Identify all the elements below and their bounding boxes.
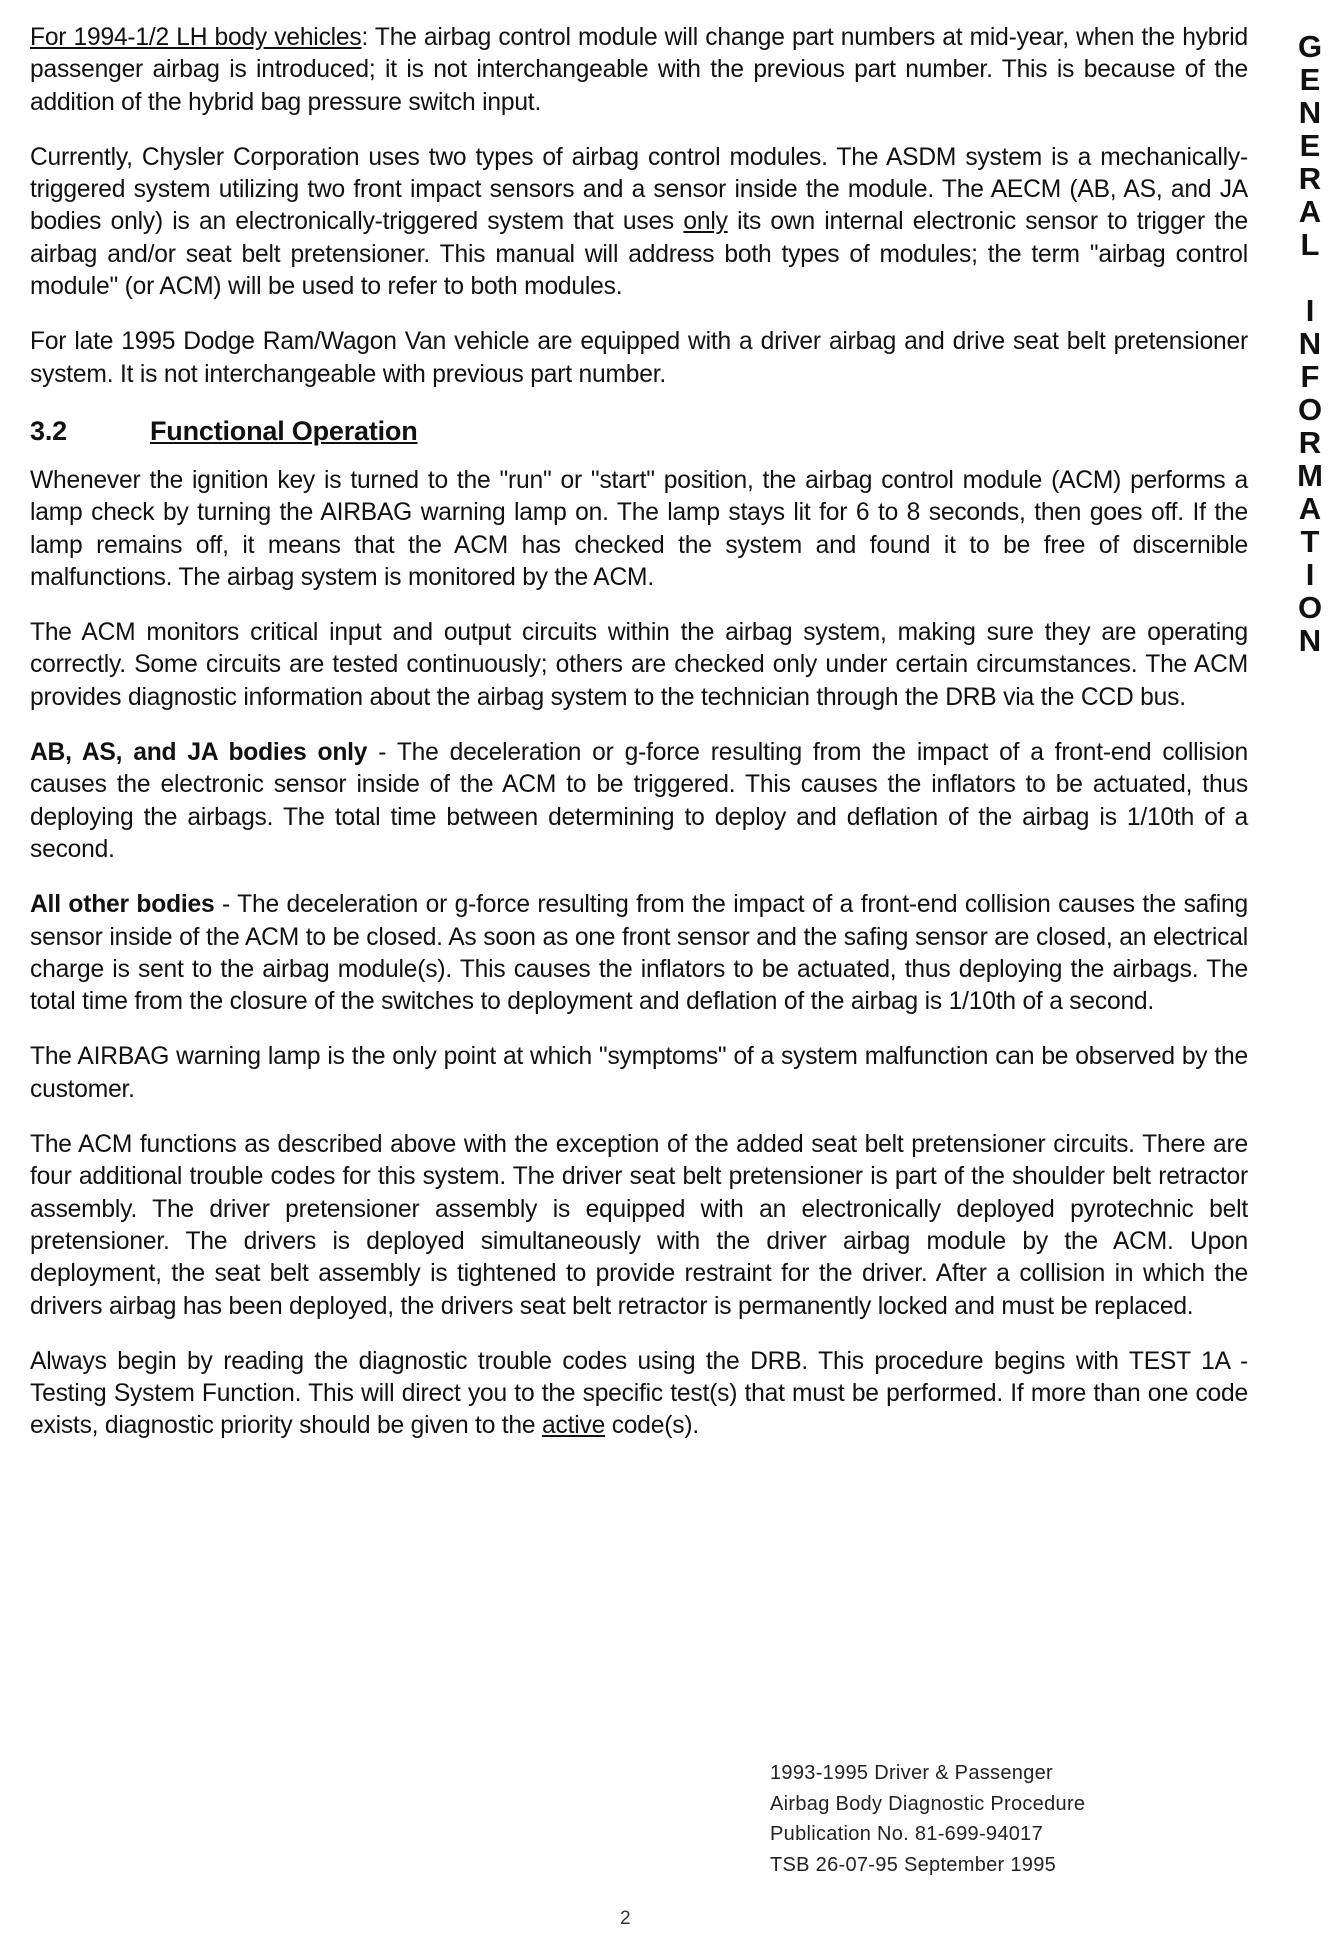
intro-paragraph-1-text: : The airbag control module will change part numbers at mid-year, when the hybrid passenger airbag is introduced; it is not interchangeable with the previous part number. This is because of the addition of the hybrid bag pressure switch input. (30, 24, 1248, 116)
intro-paragraph-1 (30, 22, 1248, 119)
main-text-column (30, 22, 1248, 1466)
body-paragraph-5: The AIRBAG warning lamp is the only point at which "symptoms" of a system malfunction can be observed by the customer. (30, 1043, 1248, 1103)
body-paragraph-7 (30, 1346, 1248, 1443)
footer-line-tsb: TSB 26-07-95 September 1995 (770, 1853, 1057, 1876)
body-paragraph-4 (30, 889, 1248, 1018)
body-paragraph-2: The ACM monitors critical input and output circuits within the airbag system, making sure they are operating correctly. Some circuits are tested continuously; others are checked only under certain circumstances. The ACM provides diagnostic information about the airbag system to the technician through the DRB via the CCD bus. (30, 619, 1248, 711)
body-paragraph-7-text-b: code(s). (605, 1412, 699, 1440)
side-letter: A (1298, 491, 1322, 526)
side-letter: R (1298, 161, 1322, 196)
all-other-bodies-label: All other bodies (30, 891, 215, 919)
active-emphasis: active (542, 1412, 606, 1440)
side-letter: N (1298, 326, 1322, 361)
side-letter: A (1298, 194, 1322, 229)
ab-as-ja-bodies-label: AB, AS, and JA bodies only (30, 739, 368, 767)
side-letter: L (1300, 227, 1320, 262)
section-title: Functional Operation (150, 415, 418, 446)
body-paragraph-7-text-a: Always begin by reading the diagnostic trouble codes using the DRB. This procedure begins with TEST 1A - Testing System Function. This will direct you to the specific test(s) that must be performed. If more than one code exists, diagnostic priority should be given to the (30, 1347, 1248, 1440)
side-letter: G (1297, 29, 1323, 64)
body-paragraph-3 (30, 737, 1248, 866)
footer-line-subtitle: Airbag Body Diagnostic Procedure (770, 1792, 1086, 1815)
intro-paragraph-2-text-a: Currently, Chysler Corporation uses two types of airbag control modules. The ASDM system is a mechanically-triggered system utilizing two front impact sensors and a sensor inside the module. The AECM (AB, AS, and JA bodies only) is an electronically-triggered system that uses (30, 143, 1248, 236)
side-letter: O (1297, 392, 1323, 427)
footer-line-title: 1993-1995 Driver & Passenger (770, 1762, 1053, 1784)
section-heading (30, 414, 1248, 448)
publication-footer (770, 1758, 1085, 1880)
body-paragraph-3-text: - The deceleration or g-force resulting from the impact of a front-end collision causes the electronic sensor inside of the ACM to be triggered. This causes the inflators to be actuated, thus deploying the airbags. The total time between determining to deploy and deflation of the airbag is 1/10th of a second. (30, 739, 1248, 863)
intro-paragraph-2-text-b: its own internal electronic sensor to trigger the airbag and/or seat belt pretensioner. This manual will address both types of modules; the term "airbag control module" (or ACM) will be used to refer to both modules. (30, 208, 1248, 301)
side-letter: N (1298, 623, 1322, 658)
side-letter: T (1300, 524, 1320, 559)
side-letter: E (1299, 128, 1321, 163)
side-letter: R (1298, 425, 1322, 460)
intro-paragraph-3: For late 1995 Dodge Ram/Wagon Van vehicle are equipped with a driver airbag and drive seat belt pretensioner system. It is not interchangeable with previous part number. (30, 328, 1248, 388)
footer-line-publication: Publication No. 81-699-94017 (770, 1823, 1044, 1845)
side-letter: N (1298, 95, 1322, 130)
side-letter: F (1300, 359, 1320, 394)
body-paragraph-1: Whenever the ignition key is turned to the "run" or "start" position, the airbag control module (ACM) performs a lamp check by turning the AIRBAG warning lamp on. The lamp stays lit for 6 to 8 seconds, then goes off. If the lamp remains off, it means that the ACM has checked the system and found it to be free of discernible malfunctions. The airbag system is monitored by the ACM. (30, 466, 1248, 591)
only-emphasis: only (683, 208, 728, 236)
intro-paragraph-2 (30, 142, 1248, 303)
side-letter: E (1299, 62, 1321, 97)
lh-body-vehicles-lead: For 1994-1/2 LH body vehicles (30, 24, 362, 51)
side-letter: M (1297, 458, 1323, 493)
side-letter: O (1297, 590, 1323, 625)
side-letter: I (1305, 293, 1315, 328)
general-information-side-tab (1285, 30, 1335, 657)
body-paragraph-4-text: - The deceleration or g-force resulting from the impact of a front-end collision causes the safing sensor inside of the ACM to be closed. As soon as one front sensor and the safing sensor are closed, an electrical charge is sent to the airbag module(s). This causes the inflators to be actuated, thus deploying the airbags. The total time from the closure of the switches to deployment and deflation of the airbag is 1/10th of a second. (30, 891, 1248, 1016)
side-letter: I (1305, 557, 1315, 592)
page-number: 2 (620, 1908, 631, 1929)
body-paragraph-6: The ACM functions as described above with the exception of the added seat belt pretensioner circuits. There are four additional trouble codes for this system. The driver seat belt pretensioner is part of the shoulder belt retractor assembly. The driver pretensioner assembly is equipped with an electronically deployed pyrotechnic belt pretensioner. The drivers is deployed simultaneously with the driver airbag module by the ACM. Upon deployment, the seat belt assembly is tightened to provide restraint for the driver. After a collision in which the drivers airbag has been deployed, the drivers seat belt retractor is permanently locked and must be replaced. (30, 1131, 1248, 1320)
section-number: 3.2 (30, 415, 67, 446)
